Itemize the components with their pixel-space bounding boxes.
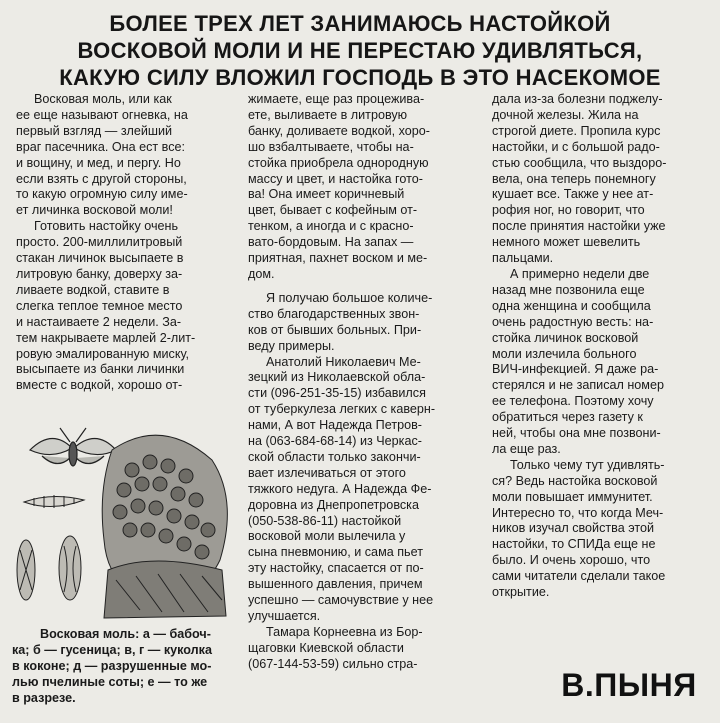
text-line: массу и цвет, и настойка гото- (248, 171, 423, 186)
honeycomb-drawing (102, 435, 227, 618)
text-line: Интересно то, что когда Меч- (492, 505, 664, 520)
caption-line: ка; б — гусеница; в, г — куколка (12, 642, 212, 657)
moth-drawing (30, 428, 116, 466)
text-line: (050-538-86-11) настойкой (248, 513, 402, 528)
text-line: веду примеры. (248, 338, 335, 353)
text-line: ВИЧ-инфекцией. Я даже ра- (492, 362, 659, 377)
text-line: рофия ног, но говорит, что (492, 203, 645, 218)
author-signature: В.ПЫНЯ (561, 666, 697, 703)
article-headline (30, 10, 690, 91)
text-line: слегка теплое темное место (16, 298, 183, 313)
text-line: просто. 200-миллилитровый (16, 235, 183, 250)
text-line: очень радостную весть: на- (492, 314, 654, 329)
text-line: ее телефона. Поэтому хочу (492, 394, 654, 409)
article-column-3 (492, 92, 714, 601)
headline-line: БОЛЕЕ ТРЕХ ЛЕТ ЗАНИМАЮСЬ НАСТОЙКОЙ (109, 11, 611, 36)
text-line: враг пасечника. Она ест все: (16, 139, 186, 154)
text-line: Тамара Корнеевна из Бор- (266, 624, 423, 639)
text-line: открытие. (492, 585, 550, 600)
article-column-2 (248, 92, 480, 673)
text-line: шо взбалтываете, чтобы на- (248, 139, 414, 154)
text-line: ней, чтобы она мне позвони- (492, 426, 661, 441)
text-line: ее еще называют огневка, на (16, 107, 188, 122)
text-line: обратиться через газету к (492, 410, 643, 425)
caption-line: в разрезе. (12, 690, 76, 705)
cocoon-drawing (17, 536, 81, 600)
text-line: ровую эмалированную миску, (16, 346, 190, 361)
text-line: восковой моли вылечила у (248, 529, 406, 544)
headline-line: ВОСКОВОЙ МОЛИ И НЕ ПЕРЕСТАЮ УДИВЛЯТЬСЯ, (77, 38, 643, 63)
text-line: тяжкого недуга. А Надежда Фе- (248, 481, 432, 496)
text-line: литровую банку, доверху за- (16, 266, 183, 281)
caption-line: лью пчелиные соты; е — то же (12, 674, 208, 689)
text-line: ся? Ведь настойка восковой (492, 473, 658, 488)
text-line: сами читатели сделали такое (492, 569, 666, 584)
text-line: настойки, и с большой радо- (492, 139, 660, 154)
text-line: ливаете водкой, ставите в (16, 282, 170, 297)
text-line: то какую огромную силу име- (16, 187, 188, 202)
text-line: если взять с другой стороны, (16, 171, 187, 186)
text-line: сти (096-251-35-15) избавился (248, 386, 426, 401)
text-line: стойка приобрела однородную (248, 155, 429, 170)
text-line: успешно — самочувствие у нее (248, 593, 434, 608)
text-line: вато-бордовым. На запах — (248, 235, 414, 250)
text-line: пальцами. (492, 251, 554, 266)
text-line: Восковая моль, или как (34, 92, 172, 106)
text-line: Анатолий Николаевич Ме- (266, 354, 421, 369)
text-line: сына пневмонию, и сама пьет (248, 545, 423, 560)
text-line: кушает все. Также у нее ат- (492, 187, 654, 202)
text-line: моли повышает иммунитет. (492, 489, 653, 504)
text-line: вместе с водкой, хорошо от- (16, 378, 183, 393)
caption-line: Восковая моль: а — бабоч- (40, 627, 211, 641)
text-line: ет личинка восковой моли! (16, 203, 173, 218)
text-line: настойки, то СПИДа еще не (492, 537, 656, 552)
text-line: ва! Она имеет коричневый (248, 187, 405, 202)
text-line: А примерно недели две (510, 266, 650, 281)
text-line: дом. (248, 266, 275, 281)
text-line: после принятия настойки уже (492, 219, 666, 234)
text-line: ков от бывших больных. При- (248, 322, 422, 337)
text-line: банку, доливаете водкой, хоро- (248, 123, 430, 138)
text-line: стерялся и не записал номер (492, 378, 664, 393)
text-line: эту настойку, спасается от по- (248, 561, 424, 576)
text-line: зецкий из Николаевской обла- (248, 370, 426, 385)
text-line: немного может шевелить (492, 235, 641, 250)
text-line: и вощину, и мед, и пергу. Но (16, 155, 181, 170)
text-line: Я получаю большое количе- (266, 290, 433, 305)
article-column-1 (16, 92, 238, 394)
text-line: Готовить настойку очень (34, 219, 179, 234)
text-line: вышенного давления, причем (248, 577, 423, 592)
caption-line: в коконе; д — разрушенные мо- (12, 658, 212, 673)
text-line: на (063-684-68-14) из Черкас- (248, 434, 422, 449)
text-line: было. И очень хорошо, что (492, 553, 651, 568)
wax-moth-illustration (12, 420, 240, 625)
text-line: вает излечиваться от этого (248, 465, 406, 480)
text-line: вела, она теперь понемногу (492, 171, 656, 186)
text-line: ете, выливаете в литровую (248, 107, 408, 122)
text-line: строгой диете. Пропила курс (492, 123, 661, 138)
text-line: тенком, а иногда и с красно- (248, 219, 414, 234)
text-line: (067-144-53-59) сильно стра- (248, 656, 418, 671)
text-line: ла еще раз. (492, 441, 561, 456)
caterpillar-drawing (24, 495, 84, 508)
text-line: дала из-за болезни поджелу- (492, 92, 663, 106)
text-line: цвет, бывает с кофейным от- (248, 203, 418, 218)
text-line: доровна из Днепропетровска (248, 497, 419, 512)
text-line: нами, А вот Надежда Петров- (248, 418, 422, 433)
text-line: моли излечила больного (492, 346, 637, 361)
text-line: тем накрываете марлей 2-лит- (16, 330, 196, 345)
text-line: дочной железы. Жила на (492, 107, 639, 122)
text-line: первый взгляд — злейший (16, 123, 173, 138)
text-line: ство благодарственных звон- (248, 306, 420, 321)
text-line: приятная, пахнет воском и ме- (248, 251, 428, 266)
text-line: назад мне позвонила еще (492, 282, 645, 297)
illustration-caption (12, 627, 240, 707)
text-line: Только чему тут удивлять- (510, 457, 665, 472)
text-line: и настаиваете 2 недели. За- (16, 314, 182, 329)
text-line: стойка личинок восковой (492, 330, 639, 345)
text-line: стью сообщила, что выздоро- (492, 155, 667, 170)
text-line: ской области только закончи- (248, 449, 421, 464)
text-line: от туберкулеза легких с каверн- (248, 402, 436, 417)
text-line: ников изучал свойства этой (492, 521, 655, 536)
text-line: высыпаете из банки личинки (16, 362, 185, 377)
headline-line: КАКУЮ СИЛУ ВЛОЖИЛ ГОСПОДЬ В ЭТО НАСЕКОМОЕ (59, 65, 661, 90)
text-line: жимаете, еще раз процежива- (248, 92, 425, 106)
text-line: улучшается. (248, 609, 321, 623)
text-line: стакан личинок высыпаете в (16, 251, 184, 266)
text-line: щаговки Киевской области (248, 640, 404, 655)
text-line: одна женщина и сообщила (492, 298, 651, 313)
